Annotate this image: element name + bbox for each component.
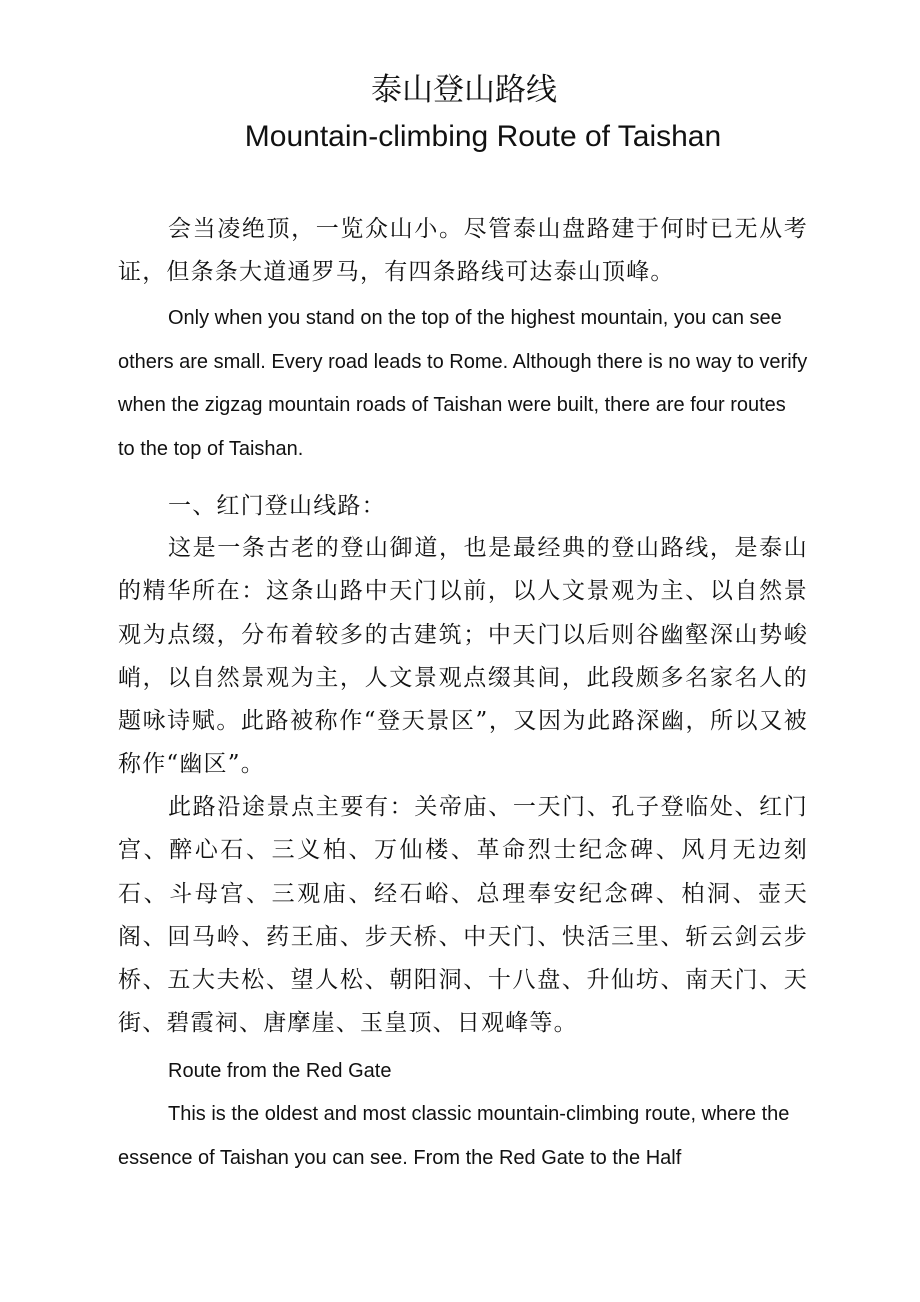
- title-english: Mountain-climbing Route of Taishan: [244, 120, 722, 153]
- section-paragraph-red-gate-description-chinese: 这是一条古老的登山御道，也是最经典的登山路线，是泰山的精华所在：这条山路中天门以前，以人文景观为主、以自然景观为点缀，分布着较多的古建筑；中天门以后则谷幽壑深山势峻峭，以自然景观为主，人文景观点缀其间，此段颇多名家名人的题咏诗赋。此路被称作“登天景区”，又因为此路深幽，所以又被称作“幽区”。: [118, 535, 808, 778]
- section-paragraph-red-gate-sights-chinese: 此路沿途景点主要有：关帝庙、一天门、孔子登临处、红门宫、醉心石、三义柏、万仙楼、革命烈士纪念碑、风月无边刻石、斗母宫、三观庙、经石峪、总理奉安纪念碑、柏洞、壶天阁、回马岭、药王庙、步天桥、中天门、快活三里、斩云剑云步桥、五大夫松、望人松、朝阳洞、十八盘、升仙坊、南天门、天街、碧霞祠、唐摩崖、玉皇顶、日观峰等。: [118, 794, 808, 1037]
- section-heading-red-gate-chinese: 一、红门登山线路：: [168, 493, 386, 519]
- intro-paragraph-english: Only when you stand on the top of the highest mountain, you can see others are small. Every road leads to Rome. Although there is no way to verify when the zigzag mountain roads of Taishan were built, there are four routes to the top of Taishan.: [118, 307, 808, 460]
- section-heading-red-gate-english: Route from the Red Gate: [168, 1060, 392, 1082]
- title-chinese: 泰山登山路线: [371, 72, 557, 108]
- intro-paragraph-chinese: 会当凌绝顶，一览众山小。尽管泰山盘路建于何时已无从考证，但条条大道通罗马，有四条路线可达泰山顶峰。: [118, 216, 808, 286]
- section-paragraph-red-gate-description-english: This is the oldest and most classic mountain-climbing route, where the essence of Taishan you can see. From the Red Gate to the Half: [118, 1103, 790, 1169]
